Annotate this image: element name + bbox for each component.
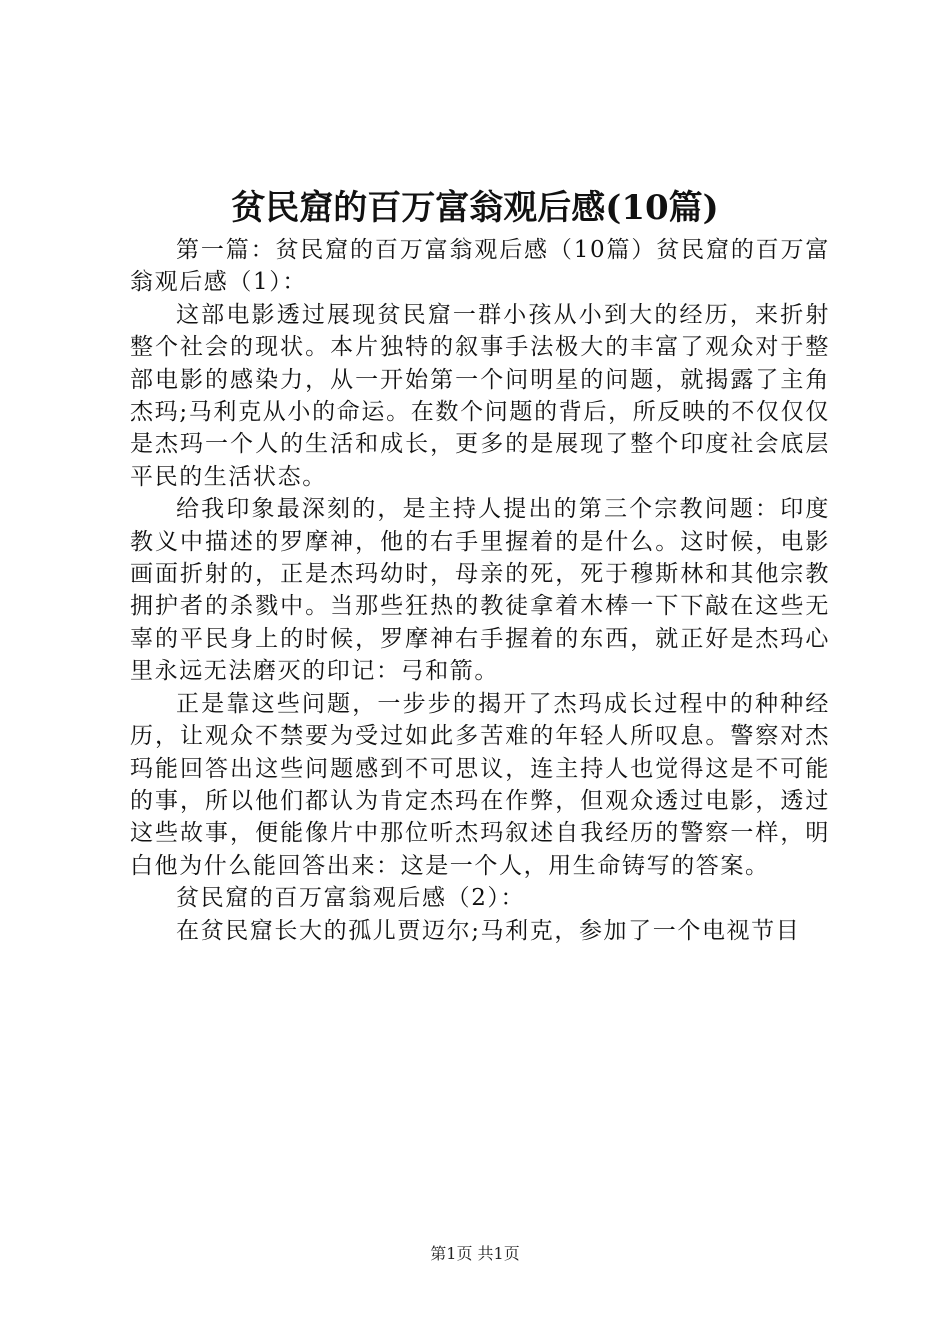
paragraph-5: 贫民窟的百万富翁观后感（2）： [176, 885, 526, 912]
paragraph-4: 正是靠这些问题，一步步的揭开了杰玛成长过程中的种种经历，让观众不禁要为受过如此多苦难的年轻人所叹息。警察对杰玛能回答出这些问题感到不可思议，连主持人也觉得这是不可能的事，所以他们都认为肯定杰玛在作弊，但观众透过电影，透过这些故事，便能像片中那位听杰玛叙述自我经历的警察一样，明白他为什么能回答出来：这是一个人，用生命铸写的答案。 [130, 690, 830, 879]
paragraph-1: 第一篇：贫民窟的百万富翁观后感（10篇）贫民窟的百万富翁观后感（1）： [130, 237, 830, 296]
document-title: 贫民窟的百万富翁观后感(10篇) [231, 188, 719, 228]
page-footer: 第1页 共1页 [430, 1244, 520, 1263]
document-body [130, 234, 830, 947]
paragraph-3: 给我印象最深刻的，是主持人提出的第三个宗教问题：印度教义中描述的罗摩神，他的右手里握着的是什么。这时候，电影画面折射的，正是杰玛幼时，母亲的死，死于穆斯林和其他宗教拥护者的杀戮中。当那些狂热的教徒拿着木棒一下下敲在这些无辜的平民身上的时候，罗摩神右手握着的东西，就正好是杰玛心里永远无法磨灭的印记：弓和箭。 [130, 496, 830, 685]
paragraph-2: 这部电影透过展现贫民窟一群小孩从小到大的经历，来折射整个社会的现状。本片独特的叙事手法极大的丰富了观众对于整部电影的感染力，从一开始第一个问明星的问题，就揭露了主角杰玛;马利克从小的命运。在数个问题的背后，所反映的不仅仅仅是杰玛一个人的生活和成长，更多的是展现了整个印度社会底层平民的生活状态。 [130, 301, 830, 490]
paragraph-6: 在贫民窟长大的孤儿贾迈尔;马利克，参加了一个电视节目 [176, 917, 801, 944]
